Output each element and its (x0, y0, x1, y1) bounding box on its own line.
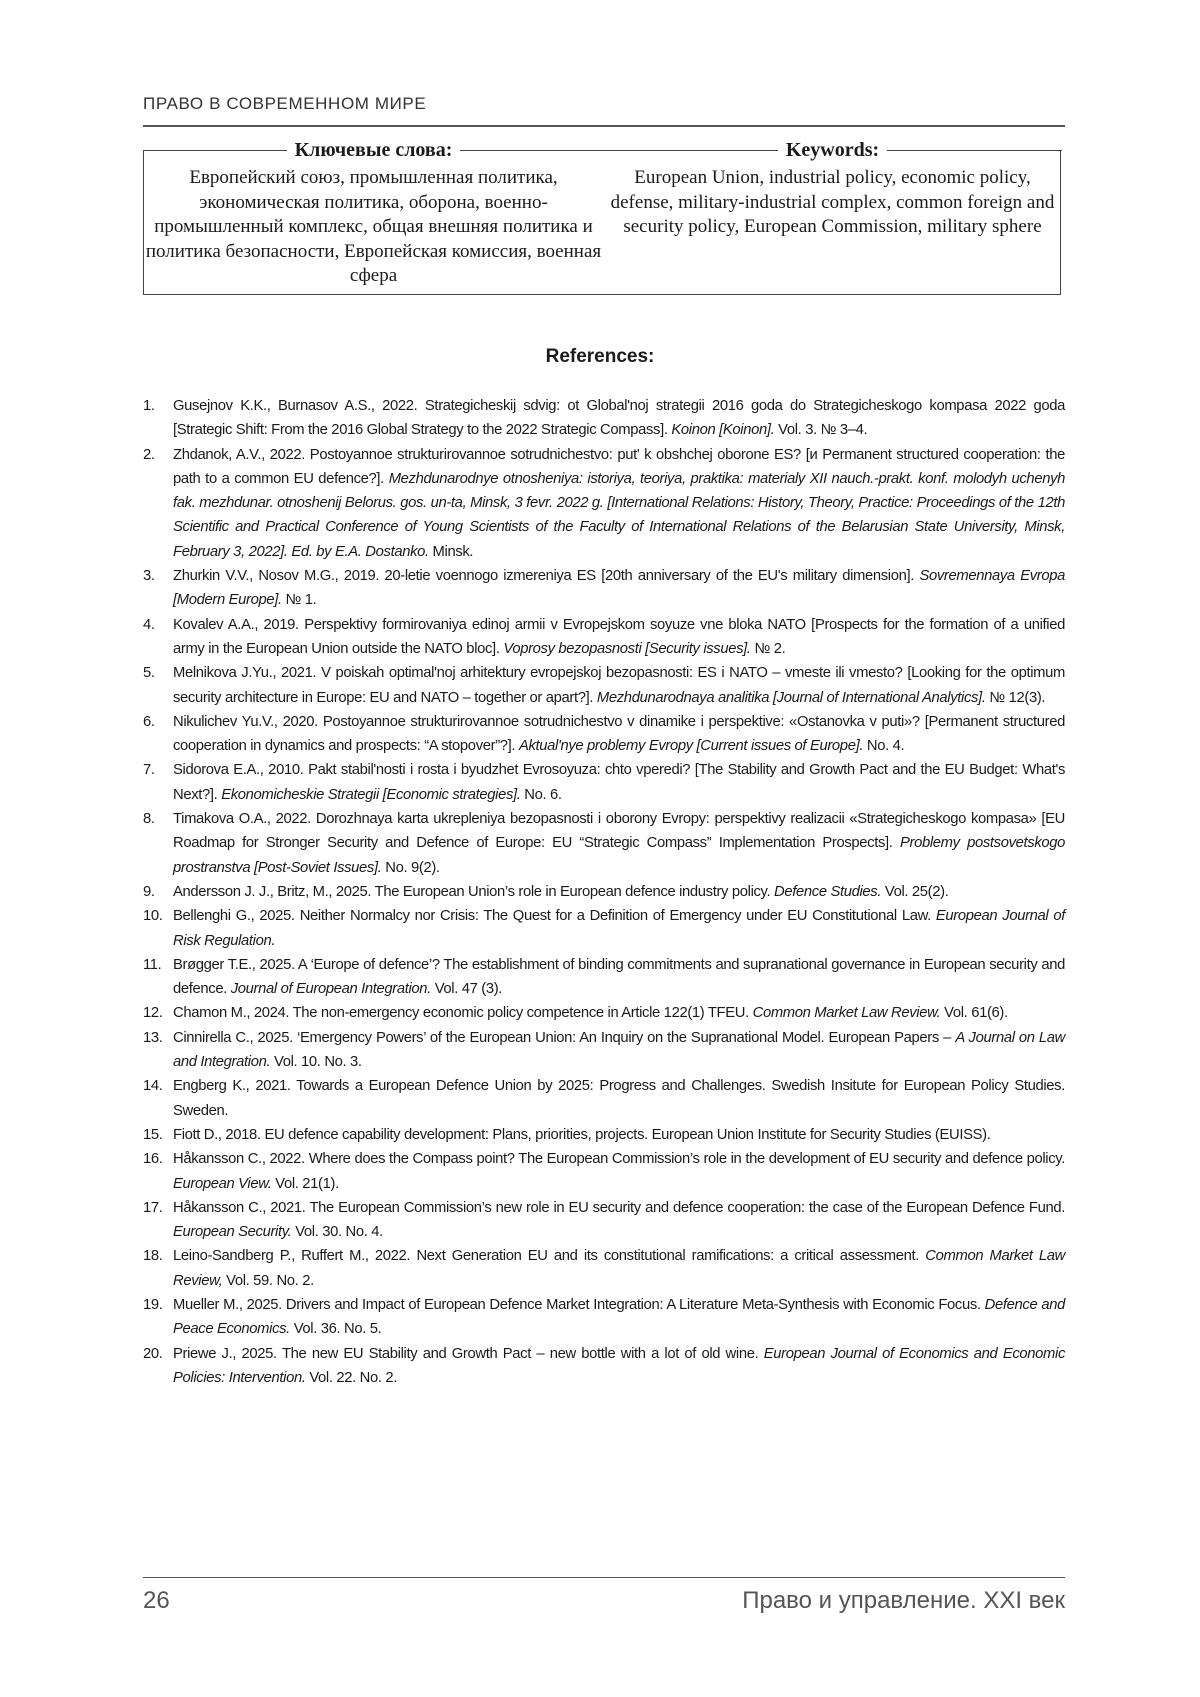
reference-text: Priewe J., 2025. The new EU Stability and Growth Pact – new bottle with a lot of old wine. (173, 1345, 764, 1362)
reference-item (143, 1001, 1065, 1025)
reference-item (143, 1123, 1065, 1147)
reference-source: European Security. (173, 1224, 292, 1241)
reference-details: No. 6. (520, 786, 562, 803)
reference-item (143, 953, 1065, 1002)
reference-details: № 2. (750, 640, 786, 657)
header-rule (143, 125, 1065, 127)
reference-text: Sidorova E.A., 2010. Pakt stabil'nosti i rosta i byudzhet Evrosoyuza: chto vperedi? [The Stability and Growth Pact and the EU Budget: What's Next?]. (173, 762, 1065, 803)
reference-source: European Journal of Risk Regulation. (173, 908, 1065, 949)
reference-item (143, 564, 1065, 613)
reference-item (143, 904, 1065, 953)
reference-item (143, 1244, 1065, 1293)
reference-item (143, 758, 1065, 807)
journal-name: Право и управление. XXI век (742, 1587, 1065, 1614)
reference-details: No. 9(2). (381, 859, 440, 876)
reference-item (143, 807, 1065, 880)
reference-number: 19. (143, 1296, 163, 1313)
reference-text: Brøgger T.E., 2025. A ‘Europe of defence’? The establishment of binding commitments and supranational governance in European security and defence. (173, 956, 1065, 998)
reference-details: Vol. 30. No. 4. (291, 1224, 383, 1241)
reference-source: Common Market Law Review, (173, 1248, 1066, 1289)
reference-number: 18. (143, 1248, 163, 1265)
reference-number: 8. (143, 811, 155, 828)
keywords-en-text: European Union, industrial policy, economic policy, defense, military-industrial complex, common foreign and security policy, European Commission, military sphere (610, 167, 1055, 237)
reference-text: Nikulichev Yu.V., 2020. Postoyannoe strukturirovannoe sotrudnichestvo v dinamike i perspektive: «Ostanovka v puti»? [Permanent structured cooperation in dynamics and prospects: “A stopover”?]. (173, 713, 1065, 755)
reference-source: Aktual'nye problemy Evropy [Current issues of Europe]. (518, 738, 864, 755)
reference-source: Sovremennaya Evropa [Modern Europe]. (173, 568, 1065, 609)
reference-details: № 12(3). (985, 689, 1046, 706)
reference-number: 9. (143, 883, 155, 900)
reference-number: 14. (143, 1078, 163, 1095)
reference-text: Bellenghi G., 2025. Neither Normalcy nor Crisis: The Quest for a Definition of Emergency under EU Constitutional Law. (173, 908, 936, 925)
reference-source: A Journal on Law and Integration. (173, 1029, 1065, 1071)
reference-item (143, 1196, 1065, 1245)
reference-source: European Journal of Economics and Economic Policies: Intervention. (173, 1345, 1065, 1386)
reference-number: 3. (143, 568, 155, 585)
footer-rule (143, 1577, 1065, 1578)
reference-details: № 1. (281, 592, 317, 609)
reference-source: Mezhdunarodnye otnosheniya: istoriya, teoriya, praktika: materialy XII nauch.-prakt. konf. molodyh uchenyh fak. mezhdunar. otnoshenij Belorus. gos. un-ta, Minsk, 3 fevr. 2022 g. [International Relations: History, Theory, Practice: Proceedings of the 12th Scientific and Practical Conference of Young Scientists of the Faculty of International Relations of the Belarusian State University, Minsk, February 3, 2022]. Ed. by E.A. Dostanko. (173, 470, 1066, 560)
reference-item (143, 880, 1065, 904)
reference-text: Melnikova J.Yu., 2021. V poiskah optimal'noj arhitektury evropejskoj bezopasnosti: ES i NATO – vmeste ili vmesto? [Looking for the optimum security architecture in Europe: EU and NATO – together or apart?]. (173, 665, 1065, 706)
reference-text: Kovalev A.A., 2019. Perspektivy formirovaniya edinoj armii v Evropejskom soyuze vne bloka NATO [Prospects for the formation of a unified army in the European Union outside the NATO bloc]. (173, 616, 1065, 657)
reference-item (143, 661, 1065, 710)
page-number: 26 (143, 1587, 170, 1614)
reference-details: Vol. 25(2). (881, 883, 949, 900)
reference-source: Voprosy bezopasnosti [Security issues]. (503, 640, 751, 657)
reference-number: 15. (143, 1126, 163, 1143)
reference-source: Koinon [Koinon]. (671, 422, 775, 439)
reference-number: 7. (143, 762, 155, 779)
reference-text: Timakova O.A., 2022. Dorozhnaya karta ukrepleniya bezopasnosti i oborony Evropy: perspektivy realizacii «Strategicheskogo kompasa» [EU Roadmap for Stronger Security and Defence of Europe: EU “Strategic Compass” Implementation Prospects]. (173, 811, 1065, 852)
reference-text: Fiott D., 2018. EU defence capability development: Plans, priorities, projects. European Union Institute for Security Studies (EUISS). (173, 1126, 991, 1143)
running-header: ПРАВО В СОВРЕМЕННОМ МИРЕ (143, 94, 427, 113)
reference-details: Vol. 3. № 3–4. (774, 422, 868, 439)
reference-text: Håkansson C., 2021. The European Commission’s new role in EU security and defence cooperation: the case of the European Defence Fund. (173, 1199, 1065, 1216)
reference-text: Zhurkin V.V., Nosov M.G., 2019. 20-letie voennogo izmereniya ES [20th anniversary of the EU's military dimension]. (173, 568, 920, 585)
reference-number: 11. (143, 956, 162, 973)
reference-number: 2. (143, 446, 155, 463)
reference-text: Zhdanok, A.V., 2022. Postoyannoe strukturirovannoe sotrudnichestvo: put' k obshchej oborone ES? [и Permanent structured cooperation: the path to a common EU defence?]. (173, 446, 1065, 487)
reference-number: 1. (143, 398, 155, 414)
reference-source: Defence Studies. (774, 883, 882, 900)
reference-text: Gusejnov K.K., Burnasov A.S., 2022. Strategicheskij sdvig: ot Global'noj strategii 2016 goda do Strategicheskogo kompasa 2022 goda [Strategic Shift: From the 2016 Global Strategy to the 2022 Strategic Compass]. (173, 398, 1065, 439)
reference-source: Defence and Peace Economics. (173, 1296, 1066, 1338)
references-heading: References: (545, 346, 655, 367)
reference-item (143, 1074, 1065, 1123)
reference-text: Mueller M., 2025. Drivers and Impact of European Defence Market Integration: A Literature Meta-Synthesis with Economic Focus. (173, 1296, 985, 1313)
reference-item (143, 1293, 1065, 1342)
reference-number: 20. (143, 1345, 163, 1362)
reference-number: 17. (143, 1199, 163, 1216)
reference-number: 13. (143, 1029, 163, 1046)
reference-text: Andersson J. J., Britz, M., 2025. The European Union’s role in European defence industry policy. (173, 883, 775, 900)
reference-number: 10. (143, 908, 163, 925)
reference-item (143, 1147, 1065, 1196)
reference-number: 4. (143, 616, 155, 633)
reference-item (143, 710, 1065, 759)
reference-details: Minsk. (428, 543, 474, 560)
reference-number: 16. (143, 1151, 163, 1168)
reference-item (143, 1026, 1065, 1075)
reference-details: No. 4. (863, 738, 905, 755)
reference-details: Vol. 21(1). (271, 1175, 339, 1192)
reference-source: European View. (173, 1175, 272, 1192)
reference-source: Problemy postsovetskogo prostranstva [Post-Soviet Issues]. (173, 835, 1065, 876)
reference-details: Vol. 47 (3). (430, 981, 503, 998)
reference-item (143, 443, 1065, 564)
reference-text: Leino-Sandberg P., Ruffert M., 2022. Next Generation EU and its constitutional ramifications: a critical assessment. (173, 1248, 926, 1265)
reference-item (143, 1342, 1065, 1391)
keywords-ru-title: Ключевые слова: (287, 139, 461, 162)
reference-item (143, 613, 1065, 662)
references-list (143, 394, 1065, 1390)
reference-number: 12. (143, 1005, 163, 1022)
reference-source: Common Market Law Review. (752, 1005, 941, 1022)
reference-details: Vol. 61(6). (940, 1005, 1008, 1022)
reference-source: Ekonomicheskie Strategii [Economic strategies]. (221, 786, 521, 803)
reference-source: Mezhdunarodnaya analitika [Journal of International Analytics]. (596, 689, 986, 706)
reference-text: Chamon M., 2024. The non-emergency economic policy competence in Article 122(1) TFEU. (173, 1005, 753, 1022)
keywords-en (603, 139, 1062, 295)
keywords-en-title: Keywords: (778, 139, 887, 162)
reference-details: Vol. 59. No. 2. (222, 1272, 314, 1289)
keywords-ru (144, 139, 603, 295)
reference-text: Cinnirella C., 2025. ‘Emergency Powers’ of the European Union: An Inquiry on the Supranational Model. European Papers – (173, 1029, 956, 1046)
keywords-ru-text: Европейский союз, промышленная политика, экономическая политика, оборона, военно-промышленный комплекс, общая внешняя политика и политика безопасности, Европейская комиссия, военная сфера (145, 167, 602, 286)
reference-details: Vol. 22. No. 2. (305, 1369, 398, 1386)
reference-details: Vol. 36. No. 5. (289, 1321, 382, 1338)
keywords-box (143, 139, 1061, 295)
reference-text: Engberg K., 2021. Towards a European Defence Union by 2025: Progress and Challenges. Swedish Insitute for European Policy Studies. Sweden. (173, 1078, 1065, 1119)
reference-details: Vol. 10. No. 3. (270, 1054, 362, 1071)
reference-item (143, 394, 1065, 443)
reference-source: Journal of European Integration. (230, 981, 431, 998)
reference-number: 6. (143, 713, 155, 730)
reference-text: Håkansson C., 2022. Where does the Compass point? The European Commission’s role in the development of EU security and defence policy. (173, 1151, 1065, 1168)
reference-number: 5. (143, 665, 155, 682)
